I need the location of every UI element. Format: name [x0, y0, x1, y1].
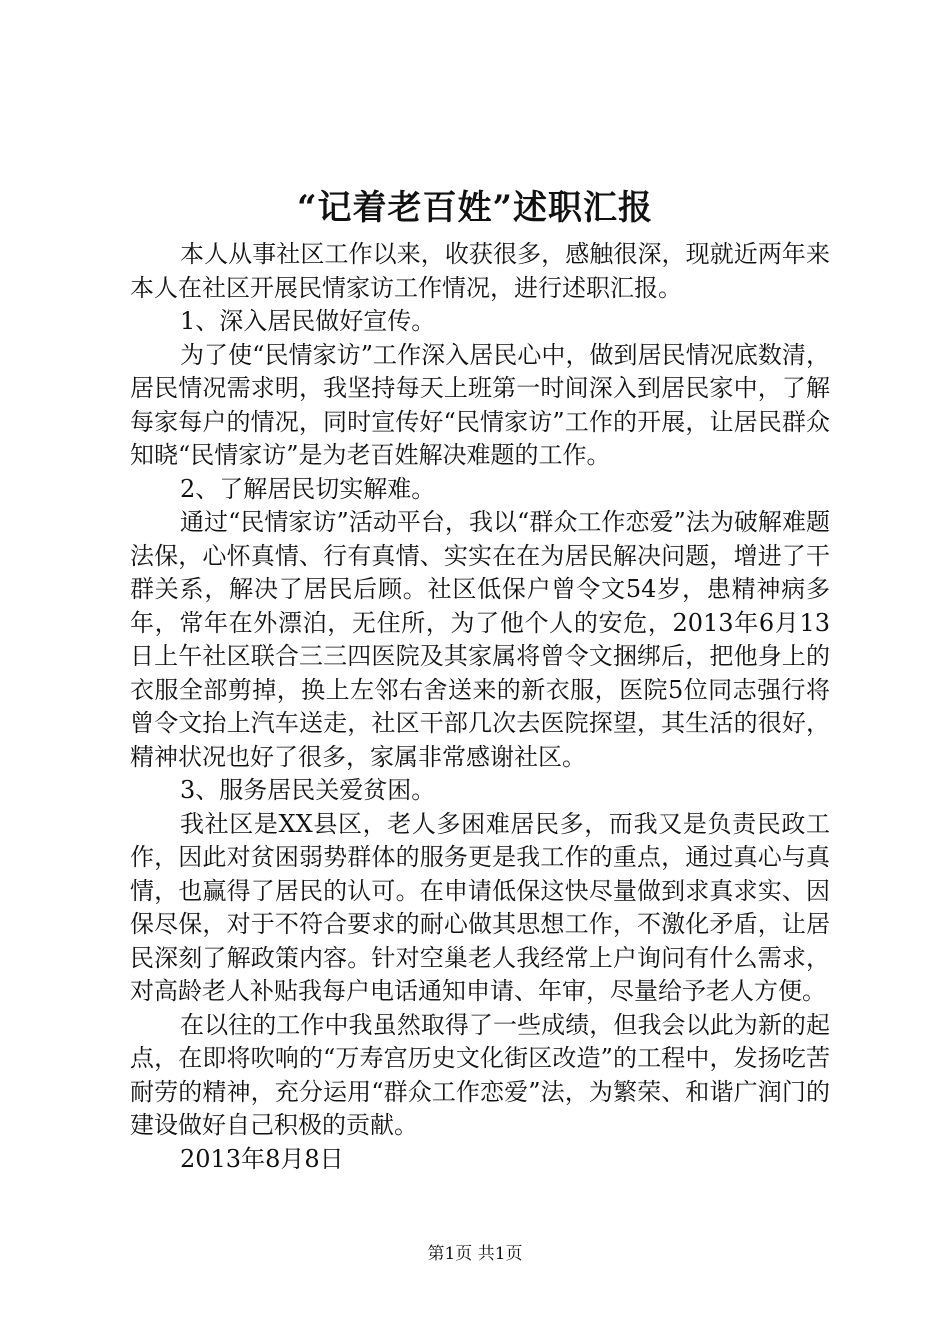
document-body: [130, 238, 830, 1176]
intro-paragraph: 本人从事社区工作以来，收获很多，感触很深，现就近两年来本人在社区开展民情家访工作情况，进行述职汇报。: [130, 240, 830, 302]
page-number-footer: 第1页 共1页: [427, 1244, 523, 1264]
section-heading-1: 1、深入居民做好宣传。: [180, 307, 436, 335]
document-title: “记着老百姓”述职汇报: [296, 188, 654, 228]
document-date: 2013年8月8日: [180, 1144, 344, 1173]
section-paragraph-1: 为了使“民情家访”工作深入居民心中，做到居民情况底数清，居民情况需求明，我坚持每天上班第一时间深入到居民家中，了解每家每户的情况，同时宣传好“民情家访”工作的开展，让居民群众知晓“民情家访”是为老百姓解决难题的工作。: [130, 340, 830, 469]
conclusion-paragraph: 在以往的工作中我虽然取得了一些成绩，但我会以此为新的起点，在即将吹响的“万寿宫历史文化街区改造”的工程中，发扬吃苦耐劳的精神，充分运用“群众工作恋爱”法，为繁荣、和谐广润门的建设做好自己积极的贡献。: [130, 1010, 830, 1139]
section-paragraph-3: 我社区是XX县区，老人多困难居民多，而我又是负责民政工作，因此对贫困弱势群体的服务更是我工作的重点，通过真心与真情，也赢得了居民的认可。在申请低保这快尽量做到求真求实、因保尽保，对于不符合要求的耐心做其思想工作，不激化矛盾，让居民深刻了解政策内容。针对空巢老人我经常上户询问有什么需求，对高龄老人补贴我每户电话通知申请、年审，尽量给予老人方便。: [130, 809, 830, 1005]
section-paragraph-2: 通过“民情家访”活动平台，我以“群众工作恋爱”法为破解难题法保，心怀真情、行有真情、实实在在为居民解决问题，增进了干群关系，解决了居民后顾。社区低保户曾令文54岁，患精神病多年，常年在外漂泊，无住所，为了他个人的安危，2013年6月13日上午社区联合三三四医院及其家属将曾令文捆绑后，把他身上的衣服全部剪掉，换上左邻右舍送来的新衣服，医院5位同志强行将曾令文抬上汽车送走，社区干部几次去医院探望，其生活的很好，精神状况也好了很多，家属非常感谢社区。: [130, 508, 830, 771]
section-heading-2: 2、了解居民切实解难。: [180, 474, 436, 503]
section-heading-3: 3、服务居民关爱贫困。: [180, 776, 436, 804]
